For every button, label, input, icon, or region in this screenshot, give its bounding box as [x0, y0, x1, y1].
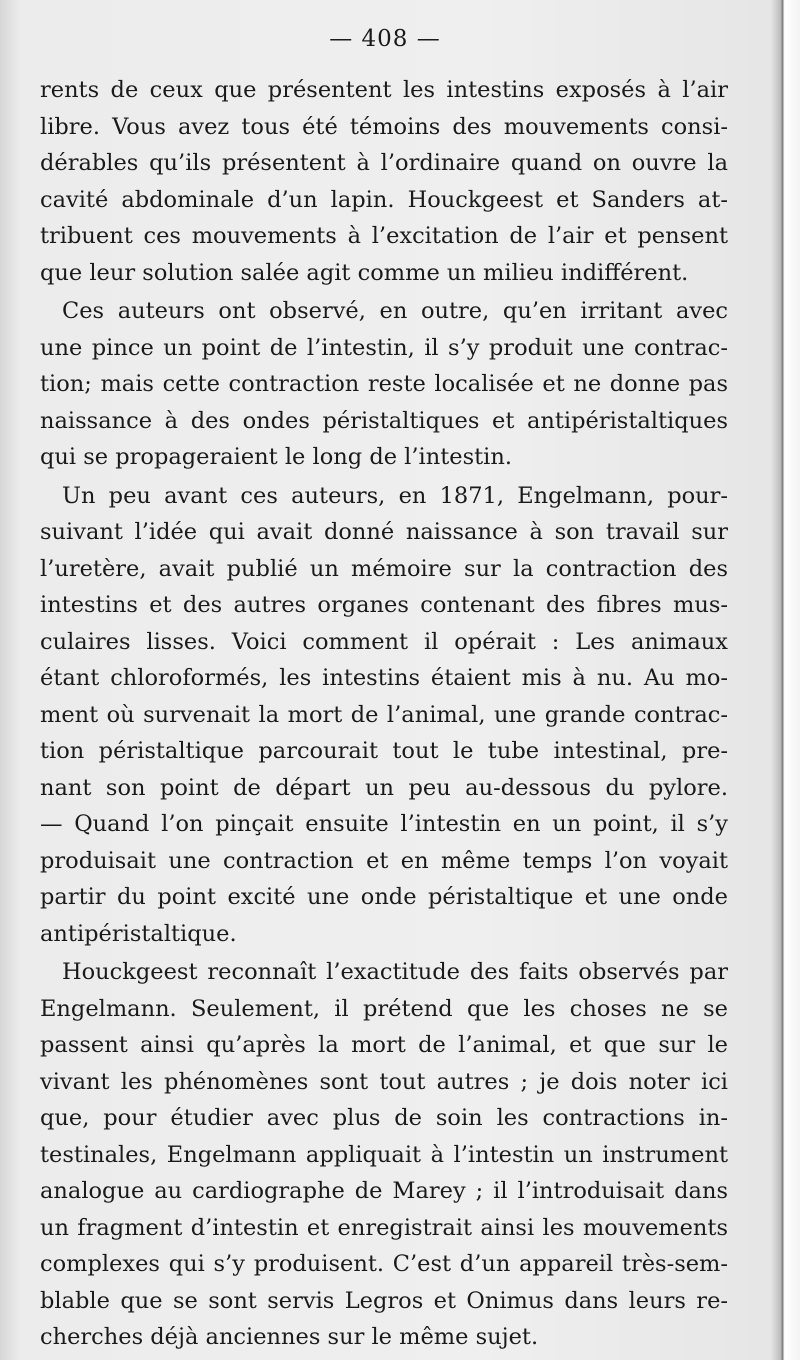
text-line: qui se propageraient le long de l’intestin.: [40, 444, 513, 470]
text-line: tion; mais cette contraction reste localisée et ne donne pas: [40, 371, 728, 397]
text-line: un fragment d’intestin et enregistrait ainsi les mouvements: [40, 1214, 728, 1241]
paragraph: [40, 72, 728, 291]
text-line: étant chloroformés, les intestins étaient mis à nu. Au mo-: [40, 665, 728, 691]
body-text: [40, 72, 728, 1358]
text-line: tion péristaltique parcourait tout le tube intestinal, pre-: [40, 738, 728, 764]
text-line: vivant les phénomènes sont tout autres ; je dois noter ici: [40, 1068, 728, 1095]
text-line: produisait une contraction et en même temps l’on voyait: [40, 847, 728, 874]
text-line: complexes qui s’y produisent. C’est d’un appareil très-sem-: [40, 1251, 728, 1277]
text-line: Houckgeest reconnaît l’exactitude des faits observés par: [62, 959, 728, 985]
text-line: que, pour étudier avec plus de soin les contractions in-: [40, 1105, 728, 1131]
text-line: testinales, Engelmann appliquait à l’intestin un instrument: [40, 1141, 728, 1168]
text-line: naissance à des ondes péristaltiques et antipéristaltiques: [40, 407, 728, 434]
page-number: — 408 —: [329, 26, 441, 52]
text-line: une pince un point de l’intestin, il s’y produit une contrac-: [40, 334, 728, 361]
text-line: Ces auteurs ont observé, en outre, qu’en irritant avec: [62, 298, 728, 324]
page-binding-edge: [770, 0, 800, 1360]
text-line: intestins et des autres organes contenant des fibres mus-: [40, 592, 728, 618]
text-line: partir du point excité une onde péristaltique et une onde: [40, 884, 728, 910]
paragraph: [40, 478, 728, 953]
paragraph: [40, 293, 728, 476]
text-line: rents de ceux que présentent les intestins exposés à l’air: [40, 77, 728, 103]
text-line: nant son point de départ un peu au-dessous du pylore.: [40, 774, 728, 801]
text-line: blable que se sont servis Legros et Onimus dans leurs re-: [40, 1287, 728, 1314]
text-line: culaires lisses. Voici comment il opérait : Les animaux: [40, 628, 728, 655]
text-line: antipéristaltique.: [40, 920, 237, 947]
text-line: passent ainsi qu’après la mort de l’animal, et que sur le: [40, 1032, 728, 1058]
text-line: analogue au cardiographe de Marey ; il l’introduisait dans: [40, 1178, 728, 1204]
text-line: Un peu avant ces auteurs, en 1871, Engelmann, pour-: [62, 482, 728, 509]
text-line: libre. Vous avez tous été témoins des mouvements consi-: [40, 113, 728, 140]
text-line: dérables qu’ils présentent à l’ordinaire quand on ouvre la: [40, 150, 728, 176]
text-line: tribuent ces mouvements à l’excitation de l’air et pensent: [40, 223, 728, 249]
text-line: ment où survenait la mort de l’animal, une grande contrac-: [40, 701, 728, 728]
text-line: l’uretère, avait publié un mémoire sur la contraction des: [40, 555, 728, 582]
text-line: cavité abdominale d’un lapin. Houckgeest et Sanders at-: [40, 186, 728, 213]
text-line: suivant l’idée qui avait donné naissance à son travail sur: [40, 519, 728, 545]
text-line: cherches déjà anciennes sur le même sujet.: [40, 1324, 539, 1350]
text-line: que leur solution salée agit comme un milieu indifférent.: [40, 259, 689, 286]
text-line: Engelmann. Seulement, il prétend que les choses ne se: [40, 995, 728, 1022]
paragraph: [40, 954, 728, 1356]
text-line: — Quand l’on pinçait ensuite l’intestin en un point, il s’y: [40, 811, 728, 837]
